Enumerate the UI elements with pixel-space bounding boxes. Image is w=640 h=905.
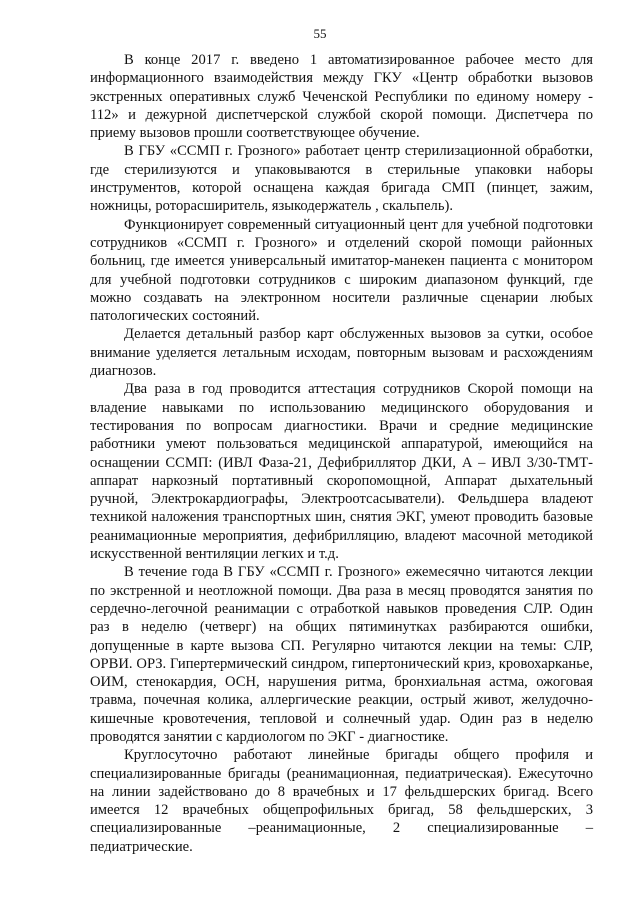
paragraph-lectures: В течение года В ГБУ «ССМП г. Грозного» ежемесячно читаются лекции по экстренной и неотложной помощи. Два раза в месяц проводятся занятия по сердечно-легочной реанимации с отработкой навыков проведения СЛР. Один раз в неделю (четверг) на общих пятиминутках разбираются ошибки, допущенные в карте вызова СП. Регулярно читаются лекции на темы: СЛР, ОРВИ. ОРЗ. Гипертермический синдром, гипертонический криз, кровохарканье, ОИМ, стенокардия, ОСН, нарушения ритма, бронхиальная астма, ожоговая травма, почечная колика, аллергические реакции, острый живот, желудочно-кишечные кровотечения, тепловой и солнечный удар. Один раз в неделю проводятся занятии с кардиологом по ЭКГ - диагностике.: [90, 564, 593, 745]
paragraph-call-center: В конце 2017 г. введено 1 автоматизированное рабочее место для информационного взаимодействия между ГКУ «Центр обработки вызовов экстренных оперативных служб Чеченской Республики по единому номеру - 112» и дежурной диспетчерской службой скорой помощи. Диспетчера по приему вызовов прошли соответствующее обучение.: [90, 52, 593, 142]
paragraph-training-center: Функционирует современный ситуационный цент для учебной подготовки сотрудников «ССМП г. Грозного» и отделений скорой помощи районных больниц, где имеется универсальный имитатор-манекен пациента с монитором для учебной подготовки сотрудников с широким диапазоном функций, где можно создавать на электронном носители различные сценарии любых патологических состояний.: [90, 216, 593, 325]
document-body: [90, 51, 593, 856]
paragraph-sterilization: В ГБУ «ССМП г. Грозного» работает центр стерилизационной обработки, где стерилизуются и упаковываются в стерильные упаковки наборы инструментов, которой оснащена каждая бригада СМП (пинцет, зажим, ножницы, роторасширитель, языкодержатель , скальпель).: [90, 143, 593, 215]
paragraph-certification: Два раза в год проводится аттестация сотрудников Скорой помощи на владение навыками по использованию медицинского оборудования и тестирования по вопросам диагностики. Врачи и средние медицинские работники умеют пользоваться медицинской аппаратурой, имеющийся на оснащении ССМП: (ИВЛ Фаза-21, Дефибриллятор ДКИ, А – ИВЛ 3/30-ТМТ- аппарат наркозный портативный скоропомощной, Аппарат дыхательный ручной, Электрокардиографы, Электроотсасыватели). Фельдшера владеют техникой наложения транспортных шин, снятия ЭКГ, умеют проводить базовые реанимационные мероприятия, дефибрилляцию, владеют масочной методикой искусственной вентиляции легких и т.д.: [90, 381, 593, 563]
page-number: 55: [313, 26, 327, 41]
paragraph-teams: Круглосуточно работают линейные бригады общего профиля и специализированные бригады (реанимационная, педиатрическая). Ежесуточно на линии задействовано до 8 врачебных и 17 фельдшерских бригад. Всего имеется 12 врачебных общепрофильных бригад, 58 фельдшерских, 3 специализированные –реанимационные, 2 специализированные –педиатрические.: [90, 747, 593, 855]
paragraph-call-review: Делается детальный разбор карт обслуженных вызовов за сутки, особое внимание уделяется летальным исходам, повторным вызовам и расхождениям диагнозов.: [90, 326, 593, 380]
